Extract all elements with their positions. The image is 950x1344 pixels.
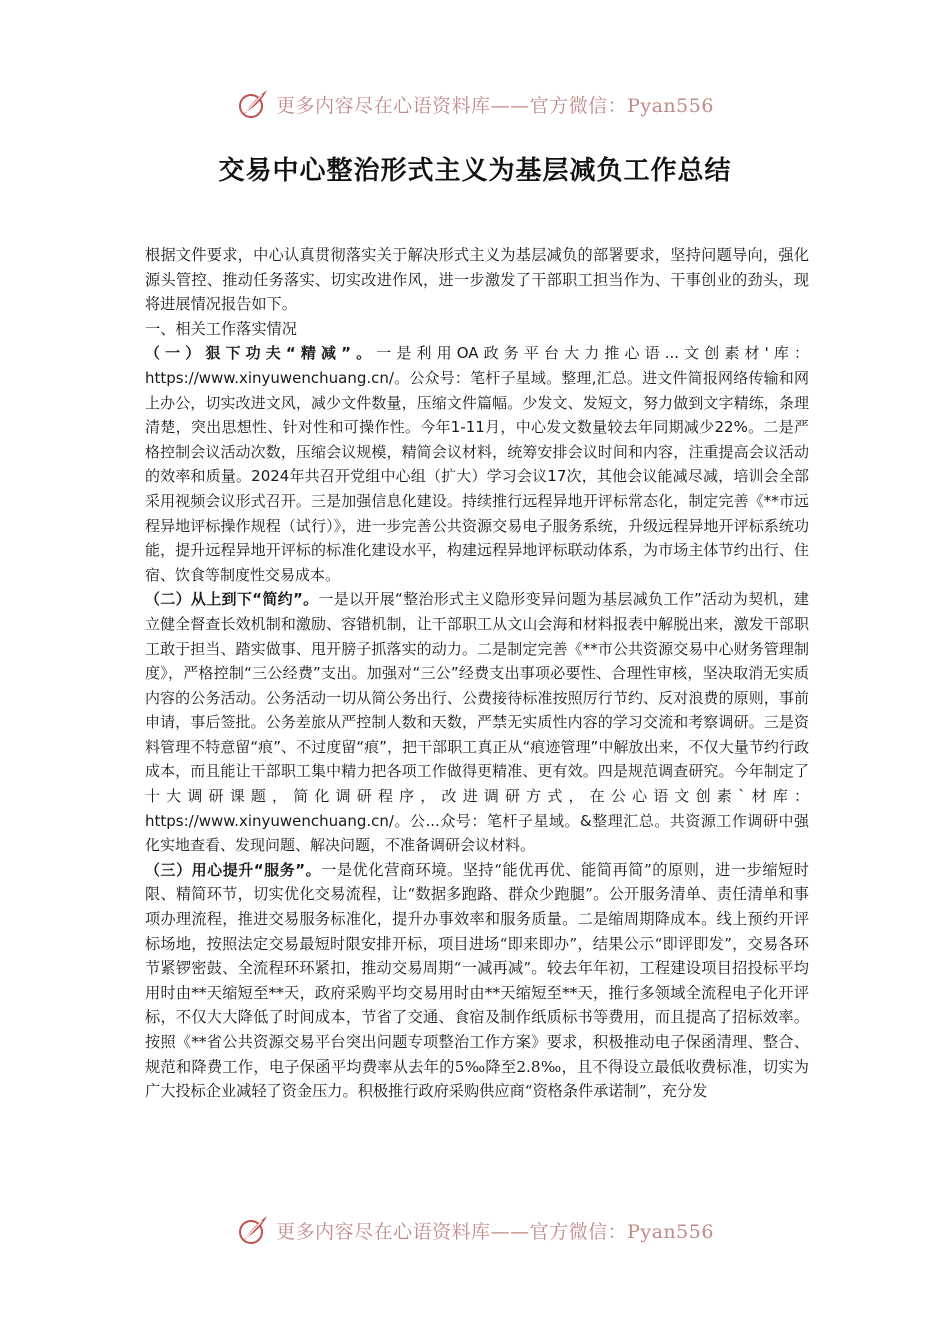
feather-logo-icon	[236, 1213, 270, 1247]
document-title: 交易中心整治形式主义为基层减负工作总结	[218, 156, 732, 186]
paragraph-3-body: 一是优化营商环境。坚持“能优再优、能简再简”的原则，进一步缩短时限、精简环节，切实优化交易流程，让“数据多跑路、群众少跑腿”。公开服务清单、责任清单和事项办理流程，推进交易服务标准化，提升办事效率和服务质量。二是缩周期降成本。线上预约开评标场地，按照法定交易最短时限安排开标，项目进场“即来即办”，结果公示“即评即发”，交易各环节紧锣密鼓、全流程环环紧扣，推动交易周期“一减再减”。较去年年初，工程建设项目招投标平均用时由**天缩短至**天，政府采购平均交易用时由**天缩短至**天，推行多领域全流程电子化开评标，不仅大大降低了时间成本，节省了交通、食宿及制作纸质标书等费用，而且提高了招标效率。按照《**省公共资源交易平台突出问题专项整治工作方案》要求，积极推动电子保函清理、整合、规范和降费工作，电子保函平均费率从去年的5‰降至2.8‰，且不得设立最低收费标准，切实为广大投标企业减轻了资金压力。积极推行政府采购供应商“资格条件承诺制”，充分发	[145, 860, 809, 1101]
watermark-text: 更多内容尽在心语资料库——官方微信：Pyan556	[276, 1220, 714, 1243]
bottom-watermark	[0, 1210, 950, 1250]
section-heading: 一、相关工作落实情况	[145, 319, 297, 338]
paragraph-1	[145, 341, 809, 587]
document-body	[145, 243, 809, 1104]
paragraph-1-heading: （一）狠下功夫“精减”。	[145, 344, 377, 363]
intro-paragraph: 根据文件要求，中心认真贯彻落实关于解决形式主义为基层减负的部署要求，坚持问题导向，强化源头管控、推动任务落实、切实改进作风，进一步激发了干部职工担当作为、干事创业的劲头，现将进展情况报告如下。	[145, 246, 809, 314]
top-watermark	[0, 84, 950, 124]
paragraph-2	[145, 587, 809, 858]
paragraph-2-heading: （二）从上到下“简约”。	[145, 590, 319, 609]
paragraph-3	[145, 858, 809, 1104]
paragraph-3-heading: （三）用心提升“服务”。	[145, 860, 322, 879]
paragraph-2-body: 一是以开展“整治形式主义隐形变异问题为基层减负工作”活动为契机，建立健全督查长效机制和激励、容错机制，让干部职工从文山会海和材料报表中解脱出来，激发干部职工敢于担当、踏实做事、甩开膀子抓落实的动力。二是制定完善《**市公共资源交易中心财务管理制度》，严格控制“三公经费”支出。加强对“三公”经费支出事项必要性、合理性审核，坚决取消无实质内容的公务活动。公务活动一切从简公务出行、公费接待标准按照厉行节约、反对浪费的原则，事前申请，事后签批。公务差旅从严控制人数和天数，严禁无实质性内容的学习交流和考察调研。三是资料管理不特意留“痕”、不过度留“痕”，把干部职工真正从“痕迹管理”中解放出来，不仅大量节约行政成本，而且能让干部职工集中精力把各项工作做得更精准、更有效。四是规范调查研究。今年制定了十大调研课题，简化调研程序，改进调研方式，在公心语文创素`材库：https://www.xinyuwenchuang.cn/。公...众号：笔杆子星域。&整理汇总。共资源工作调研中强化实地查看、发现问题、解决问题，不准备调研会议材料。	[145, 590, 810, 855]
watermark-text: 更多内容尽在心语资料库——官方微信：Pyan556	[276, 94, 714, 117]
feather-logo-icon	[236, 87, 270, 121]
paragraph-1-body: 一是利用OA政务平台大力推心语...文创素材'库：https://www.xinyuwenchuang.cn/。公众号：笔杆子星域。整理,汇总。进文件简报网络传输和网上办公，切实改进文风，减少文件数量，压缩文件篇幅。少发文、发短文，努力做到文字精练，条理清楚，突出思想性、针对性和可操作性。今年1-11月，中心发文数量较去年同期减少22%。二是严格控制会议活动次数，压缩会议规模，精简会议材料，统筹安排会议时间和内容，注重提高会议活动的效率和质量。2024年共召开党组中心组（扩大）学习会议17次，其他会议能减尽减，培训会全部采用视频会议形式召开。三是加强信息化建设。持续推行远程异地开评标常态化，制定完善《**市远程异地评标操作规程（试行）》，进一步完善公共资源交易电子服务系统，升级远程异地开评标系统功能，提升远程异地开评标的标准化建设水平，构建远程异地评标联动体系，为市场主体节约出行、住宿、饮食等制度性交易成本。	[145, 344, 810, 584]
